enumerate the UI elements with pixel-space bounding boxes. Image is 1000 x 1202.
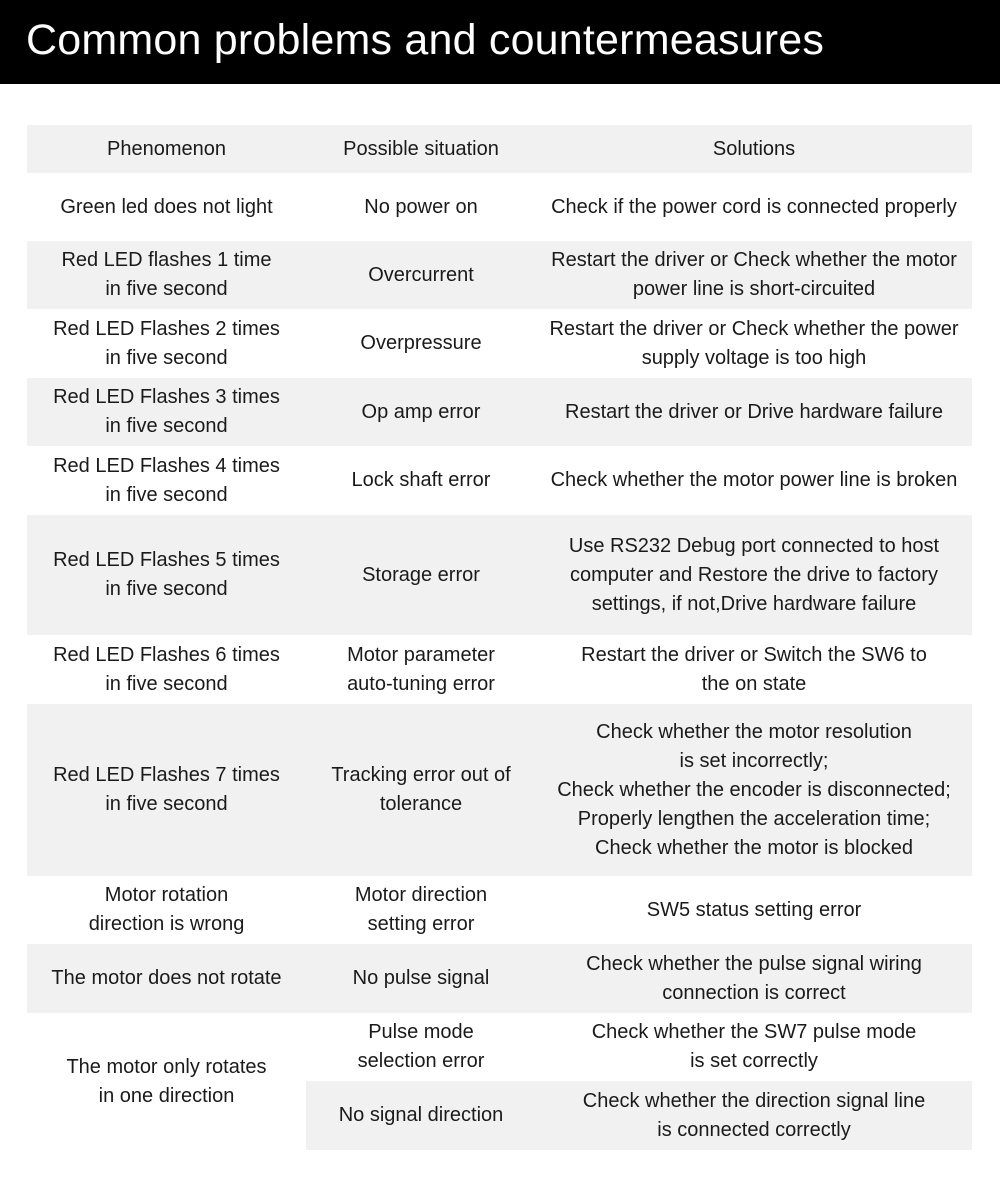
table-row-2-phenomenon: Red LED Flashes 2 times in five second bbox=[53, 317, 280, 369]
table-row-11-solution: Check whether the direction signal line is connected correctly bbox=[536, 1081, 972, 1150]
column-header-solutions: Solutions bbox=[536, 125, 972, 173]
table-row-10-phenomenon: The motor only rotates in one direction bbox=[66, 1055, 267, 1107]
title-banner bbox=[0, 0, 1000, 84]
column-header-situation: Possible situation bbox=[306, 125, 536, 173]
table-row-7-situation: Tracking error out of tolerance bbox=[306, 704, 536, 876]
table-row-9-situation: No pulse signal bbox=[306, 944, 536, 1013]
table-row-6-situation: Motor parameter auto-tuning error bbox=[347, 643, 495, 695]
table-row-0-solution: Check if the power cord is connected properly bbox=[551, 195, 957, 218]
table-row-8-phenomenon: Motor rotation direction is wrong bbox=[88, 884, 245, 935]
table-row-1-situation: Overcurrent bbox=[306, 241, 536, 309]
table-row-7-solution: Check whether the motor resolution is set incorrectly; Check whether the encoder is disconnected; Properly lengthen the acceleration time; Check whether the motor is blocked bbox=[536, 704, 972, 876]
column-header-phenomenon: Phenomenon bbox=[27, 125, 306, 173]
table-row-1-solution: Restart the driver or Check whether the motor power line is short-circuited bbox=[536, 241, 972, 309]
table-row-6-solution: Restart the driver or Switch the SW6 to the on state bbox=[581, 643, 927, 695]
table-row-7-phenomenon: Red LED Flashes 7 times in five second bbox=[27, 704, 306, 876]
table-row-2-solution: Restart the driver or Check whether the power supply voltage is too high bbox=[549, 317, 959, 369]
page-title: Common problems and countermeasures bbox=[26, 16, 825, 64]
table-row-10-solution: Check whether the SW7 pulse mode is set correctly bbox=[591, 1021, 917, 1072]
table-row-0-phenomenon: Green led does not light bbox=[60, 195, 273, 218]
table-row-3-phenomenon: Red LED Flashes 3 times in five second bbox=[27, 378, 306, 446]
table-row-6-phenomenon: Red LED Flashes 6 times in five second bbox=[53, 643, 280, 695]
table-row-9-solution: Check whether the pulse signal wiring connection is correct bbox=[536, 944, 972, 1013]
table-row-1-phenomenon: Red LED flashes 1 time in five second bbox=[27, 241, 306, 309]
table-row-4-situation: Lock shaft error bbox=[351, 469, 491, 491]
table-row-3-situation: Op amp error bbox=[306, 378, 536, 446]
table-row-9-phenomenon: The motor does not rotate bbox=[27, 944, 306, 1013]
table-row-5-situation: Storage error bbox=[306, 515, 536, 635]
table-row-5-phenomenon: Red LED Flashes 5 times in five second bbox=[27, 515, 306, 635]
table-row-4-solution: Check whether the motor power line is broken bbox=[550, 469, 958, 491]
table-row-0-situation: No power on bbox=[364, 195, 478, 218]
table-row-4-phenomenon: Red LED Flashes 4 times in five second bbox=[53, 454, 280, 506]
table-row-5-solution: Use RS232 Debug port connected to host computer and Restore the drive to factory settings, if not,Drive hardware failure bbox=[536, 515, 972, 635]
table-row-11-situation: No signal direction bbox=[306, 1081, 536, 1150]
table-row-3-solution: Restart the driver or Drive hardware failure bbox=[536, 378, 972, 446]
table-row-8-solution: SW5 status setting error bbox=[646, 898, 862, 921]
table-row-8-situation: Motor direction setting error bbox=[354, 884, 488, 935]
table-row-2-situation: Overpressure bbox=[360, 332, 482, 354]
table-row-10-situation: Pulse mode selection error bbox=[357, 1021, 485, 1072]
